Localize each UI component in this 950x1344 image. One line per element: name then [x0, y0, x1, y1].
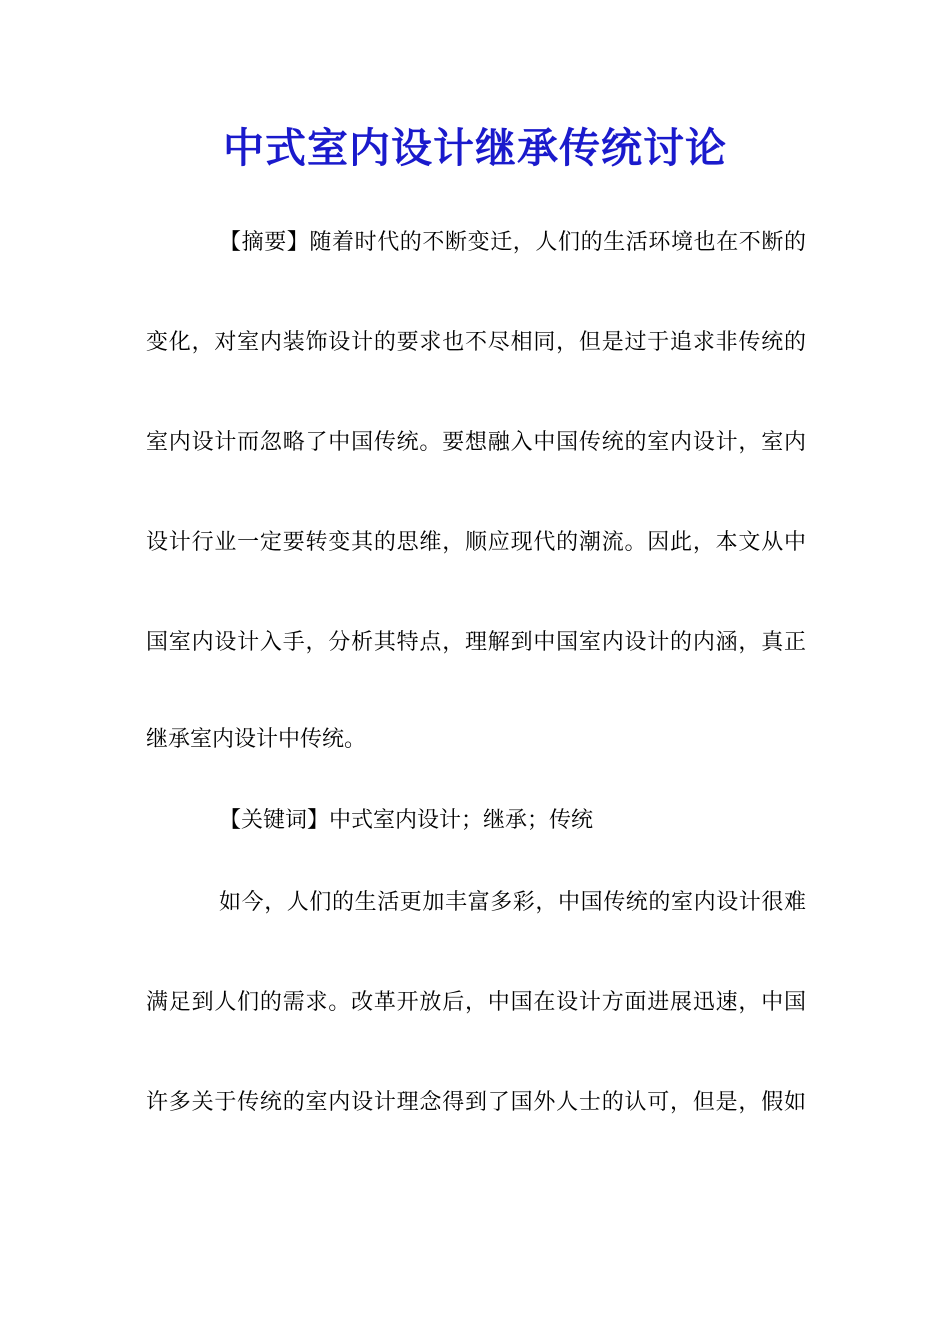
abstract-line: 设计行业一定要转变其的思维，顺应现代的潮流。因此，本文从中 — [146, 530, 806, 555]
body-line: 满足到人们的需求。改革开放后，中国在设计方面进展迅速，中国 — [146, 990, 806, 1015]
abstract-line: 【摘要】随着时代的不断变迁，人们的生活环境也在不断的 — [219, 230, 806, 255]
document-title: 中式室内设计继承传统讨论 — [223, 124, 727, 172]
abstract-line: 国室内设计入手，分析其特点，理解到中国室内设计的内涵，真正 — [146, 630, 806, 655]
keywords-line: 【关键词】中式室内设计；继承；传统 — [219, 808, 594, 833]
abstract-line: 继承室内设计中传统。 — [146, 727, 367, 752]
abstract-line: 变化，对室内装饰设计的要求也不尽相同，但是过于追求非传统的 — [146, 330, 806, 355]
body-line: 许多关于传统的室内设计理念得到了国外人士的认可，但是，假如 — [146, 1090, 806, 1115]
body-line: 如今，人们的生活更加丰富多彩，中国传统的室内设计很难 — [219, 890, 806, 915]
abstract-line: 室内设计而忽略了中国传统。要想融入中国传统的室内设计，室内 — [146, 430, 806, 455]
